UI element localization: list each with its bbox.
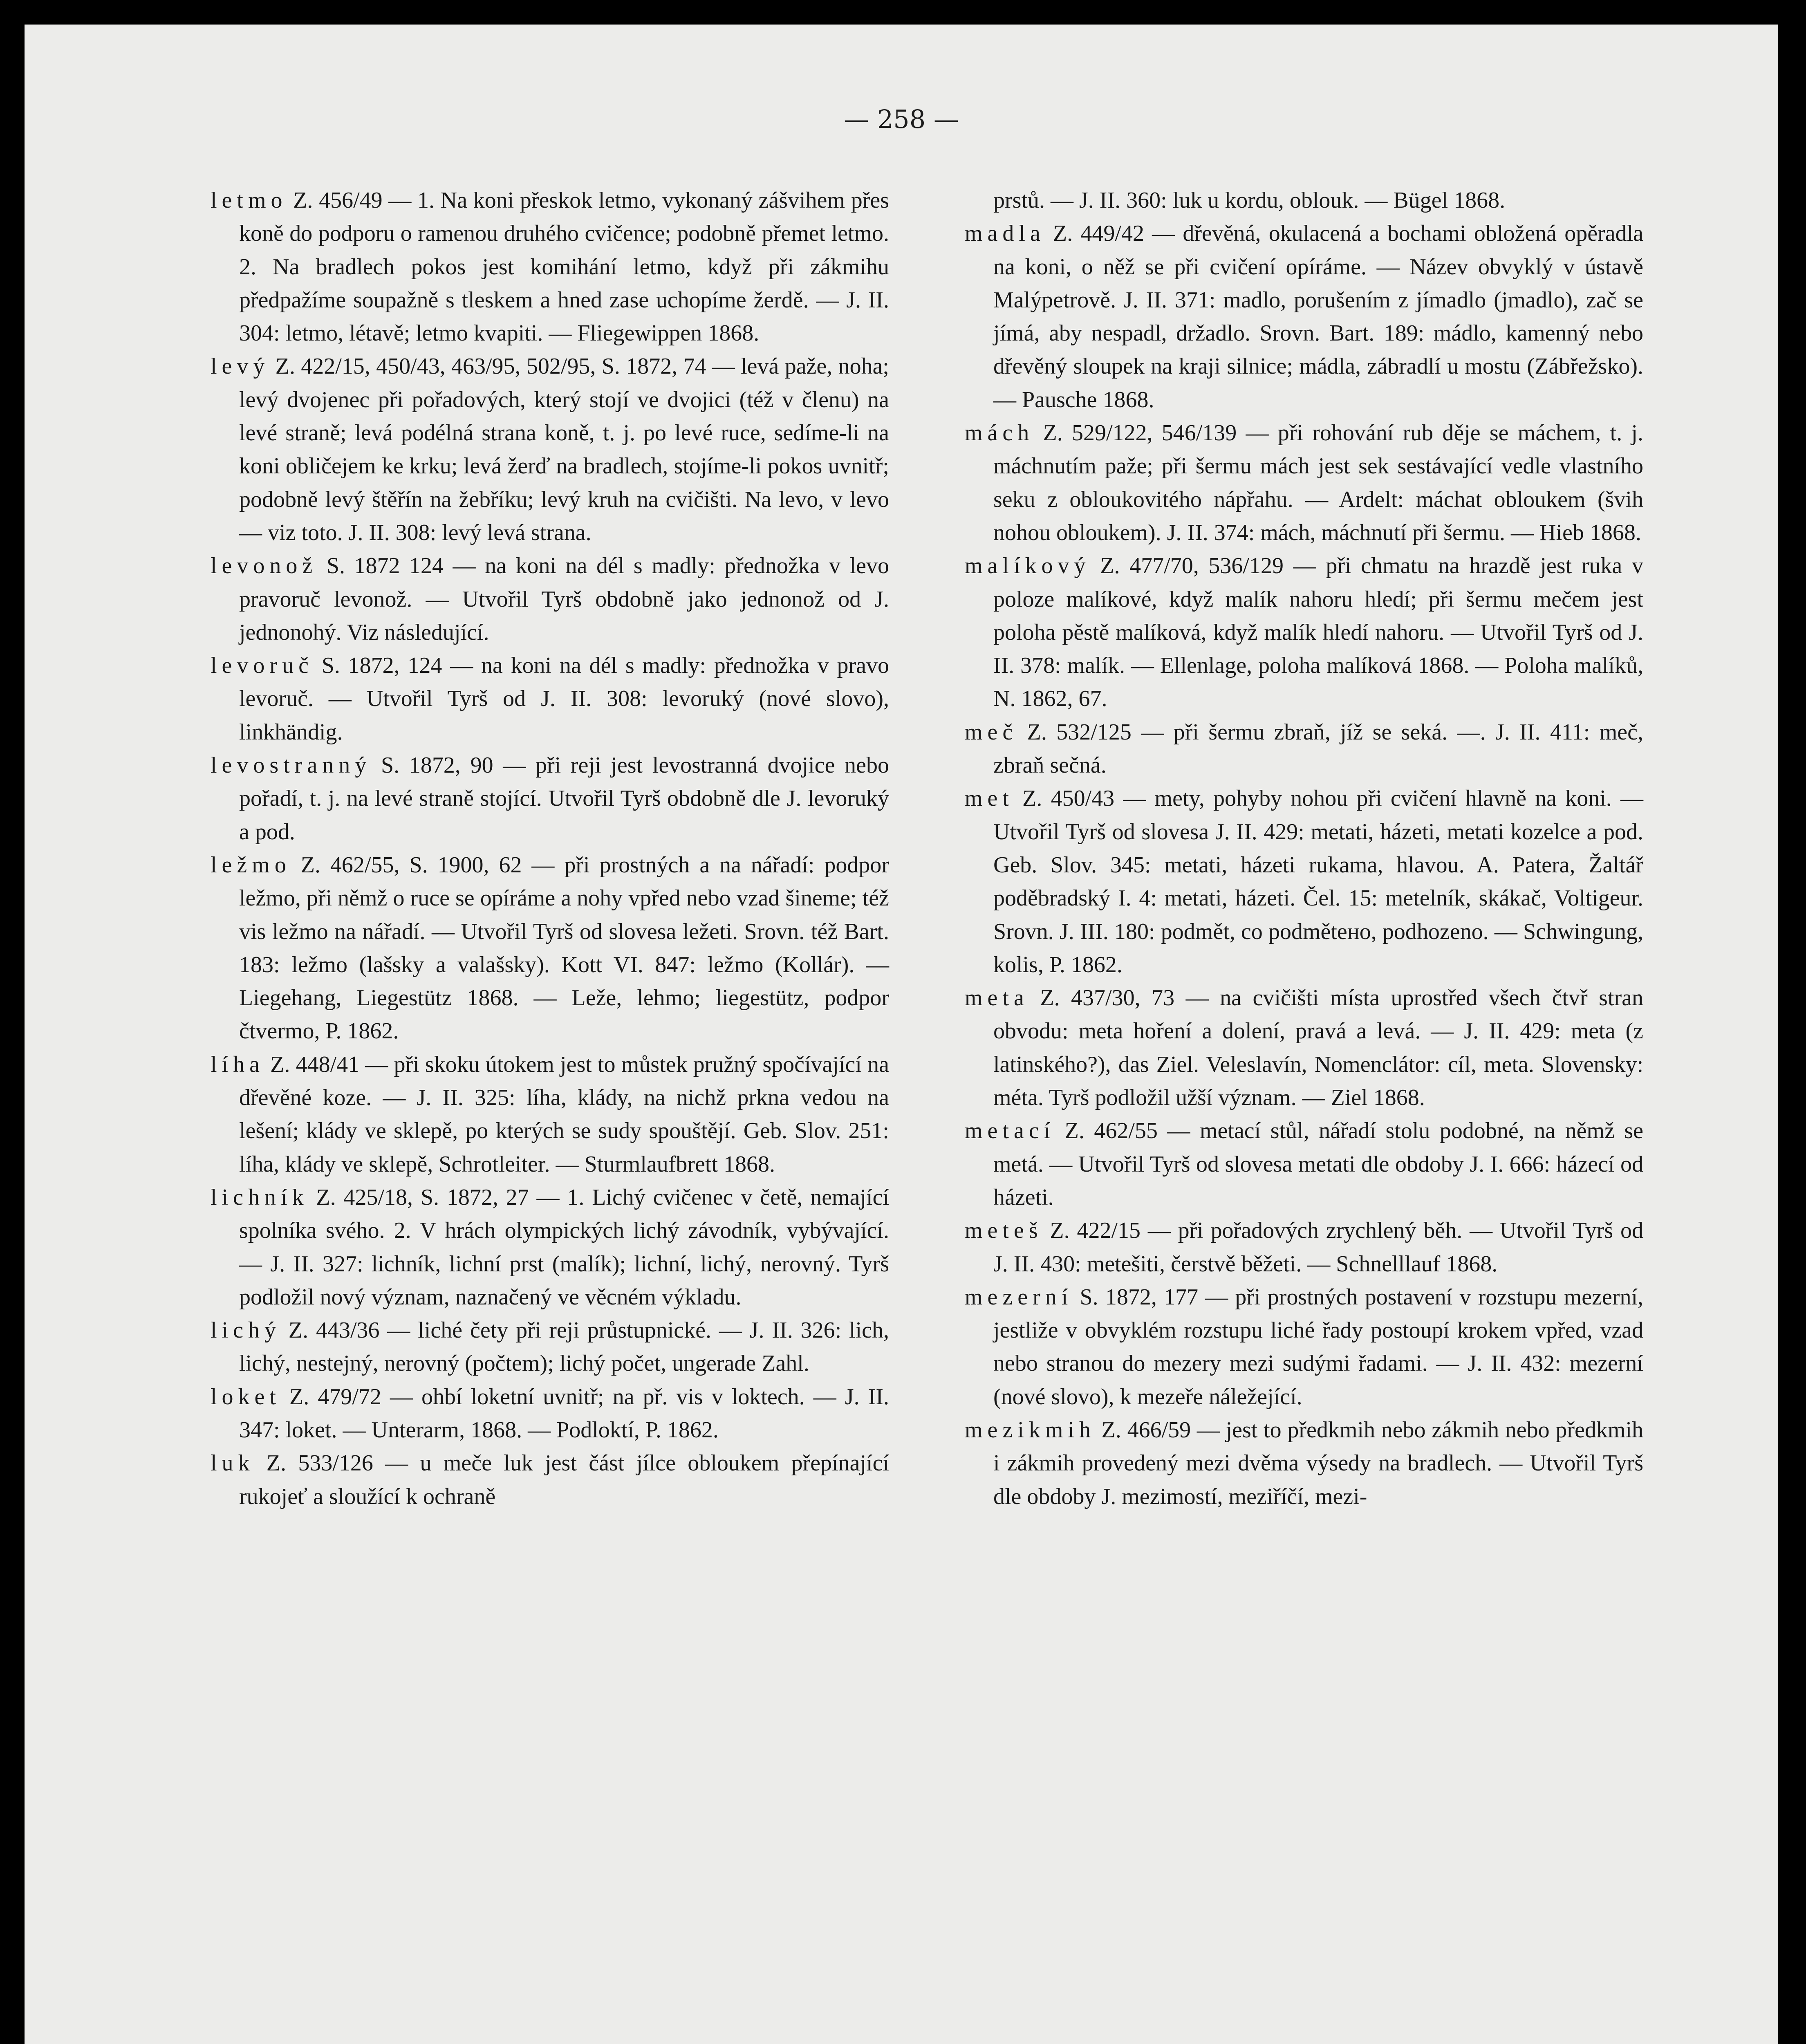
dictionary-entry: [965, 217, 1643, 417]
entry-headword: levý: [211, 354, 270, 379]
entry-text: Z. 443/36 — liché čety při reji průstupnické. — J. II. 326: lich, lichý, nestejný, nerovný (počtem); lichý počet, ungerade Zahl.: [239, 1318, 889, 1376]
dictionary-entry: [211, 649, 889, 749]
entry-headword: madla: [965, 221, 1045, 247]
entry-text: Z. 532/125 — při šermu zbraň, jíž se seká. —. J. II. 411: meč, zbraň sečná.: [993, 719, 1643, 778]
entry-text: Z. 437/30, 73 — na cvičišti místa uprostřed všech čtvř stran obvodu: meta hoření a dolení, pravá a levá. — J. II. 429: meta (z latinského?), das Ziel. Veleslavín, Nomenclátor: cíl, meta. Slovensky: méta. Tyrš podložil užší význam. — Ziel 1868.: [993, 985, 1643, 1111]
entry-text: Z. 462/55 — metací stůl, nářadí stolu podobné, na němž se metá. — Utvořil Tyrš od slovesa metati dle obdoby J. I. 666: házecí od házeti.: [993, 1118, 1643, 1210]
dictionary-entry: [965, 1281, 1643, 1414]
entry-text: S. 1872, 90 — při reji jest levostranná dvojice nebo pořadí, t. j. na levé straně stojící. Utvořil Tyrš obdobně dle J. levoruký a pod.: [239, 753, 889, 845]
dictionary-entry: [211, 350, 889, 549]
dictionary-entry: [211, 849, 889, 1048]
dictionary-entry: [211, 184, 889, 350]
dictionary-entry: [965, 417, 1643, 549]
dictionary-entry: [965, 716, 1643, 782]
entry-text: S. 1872, 124 — na koni na dél s madly: přednožka v pravo levoruč. — Utvořil Tyrš od J. II. 308: levoruký (nové slovo), linkhändig.: [239, 653, 889, 745]
document-page: [25, 25, 1778, 2044]
entry-headword: mezerní: [965, 1284, 1073, 1310]
entry-headword: metací: [965, 1118, 1055, 1144]
entry-headword: mách: [965, 420, 1034, 446]
dictionary-entry: [211, 1314, 889, 1381]
entry-text: S. 1872 124 — na koni na dél s madly: přednožka v levo pravoruč levonož. — Utvořil Tyrš obdobně jako jednonož od J. jednonohý. Viz následující.: [239, 553, 889, 645]
entry-text: Z. 477/70, 536/129 — při chmatu na hrazdě jest ruka v poloze malíkové, když malík nahoru hledí; při šermu mečem jest poloha pěstě malíková, když malík hledí nahoru. — Utvořil Tyrš od J. II. 378: malík. — Ellenlage, poloha malíková 1868. — Poloha malíků, N. 1862, 67.: [993, 553, 1643, 712]
entry-text: Z. 529/122, 546/139 — při rohování rub děje se máchem, t. j. máchnutím paže; při šermu mách jest sek sestávající vedle vlastního seku z obloukovitého nápřahu. — Ardelt: máchat obloukem (švih nohou obloukem). J. II. 374: mách, máchnutí při šermu. — Hieb 1868.: [993, 420, 1643, 545]
entry-headword: letmo: [211, 188, 287, 213]
entry-text: Z. 450/43 — mety, pohyby nohou při cvičení hlavně na koni. — Utvořil Tyrš od slovesa J. II. 429: metati, házeti, metati kozelce a pod. Geb. Slov. 345: metati, házeti rukama, hlavou. A. Patera, Žaltář poděbradský I. 4: metati, házeti. Čel. 15: metelník, skákač, Voltigeur. Srovn. J. III. 180: podmět, co podmětено, podhozeno. — Schwingung, kolis, P. 1862.: [993, 786, 1643, 977]
left-column: [211, 184, 889, 1513]
entry-text: Z. 422/15 — při pořadových zrychlený běh. — Utvořil Tyrš od J. II. 430: metešiti, čerstvě běžeti. — Schnelllauf 1868.: [993, 1218, 1643, 1277]
entry-headword: lichník: [211, 1184, 309, 1210]
entry-headword: mezikmih: [965, 1417, 1096, 1443]
entry-headword: meteš: [965, 1218, 1043, 1244]
entry-headword: levoruč: [211, 653, 314, 679]
dictionary-entry: [211, 1181, 889, 1314]
entry-headword: meč: [965, 719, 1018, 745]
dictionary-entry: [965, 982, 1643, 1114]
dictionary-entry: [211, 1048, 889, 1181]
entry-headword: malíkový: [965, 553, 1091, 579]
entry-headword: meta: [965, 985, 1029, 1011]
entry-text: Z. 449/42 — dřevěná, okulacená a bochami obložená opěradla na koni, o něž se při cvičení opíráme. — Název obvyklý v ústavě Malýpetrově. J. II. 371: madlo, porušením z jímadlo (jmadlo), zač se jímá, aby nespadl, držadlo. Srovn. Bart. 189: mádlo, kamenný nebo dřevěný sloupek na kraji silnice; mádla, zábradlí u mostu (Zábřežsko). — Pausche 1868.: [993, 221, 1643, 412]
dictionary-entry: [965, 549, 1643, 715]
entry-text: Z. 425/18, S. 1872, 27 — 1. Lichý cvičenec v četě, nemající spolníka svého. 2. V hrách olympických lichý závodník, vybývající. — J. II. 327: lichník, lichní prst (malík); lichní, lichý, nerovný. Tyrš podložil nový význam, naznačený ve věcném výkladu.: [239, 1184, 889, 1310]
dictionary-entry: [211, 1381, 889, 1447]
entry-text: S. 1872, 177 — při prostných postavení v rozstupu mezerní, jestliže v obvyklém rozstupu liché řady postoupí krokem vpřed, vzad nebo stranou do mezery mezi sudými řadami. — J. II. 432: mezerní (nové slovo), k mezeře náležející.: [993, 1284, 1643, 1410]
page-number: — 258 —: [844, 104, 959, 134]
entry-headword: líha: [211, 1051, 264, 1077]
dictionary-entry: [965, 1414, 1643, 1513]
entry-headword: luk: [211, 1450, 255, 1476]
dictionary-entry: [211, 749, 889, 849]
dictionary-entry: [211, 549, 889, 649]
right-column: [965, 184, 1643, 1513]
entry-headword: lichý: [211, 1318, 281, 1343]
entry-headword: levonož: [211, 553, 318, 579]
entry-text: Z. 422/15, 450/43, 463/95, 502/95, S. 1872, 74 — levá paže, noha; levý dvojenec při pořadových, který stojí ve dvojici (též v členu) na levé straně; levá podélná strana koně, t. j. po levé ruce, sedíme-li na koni obličejem ke krku; levá žerď na bradlech, stojíme-li pokos uvnitř; podobně levý štěřín na žebříku; levý kruh na cvičišti. Na levo, v levo — viz toto. J. II. 308: levý levá strana.: [239, 354, 889, 545]
dictionary-entry: [965, 1214, 1643, 1281]
entry-headword: levostranný: [211, 753, 372, 778]
entry-headword: loket: [211, 1384, 281, 1410]
entry-text: Z. 448/41 — při skoku útokem jest to můstek pružný spočívající na dřevěné koze. — J. II. 325: líha, klády, na nichž prkna vedou na lešení; klády ve sklepě, po kterých se sudy spouštějí. Geb. Slov. 251: líha, klády ve sklepě, Schrotleiter. — Sturmlaufbrett 1868.: [239, 1051, 889, 1177]
entry-text: Z. 456/49 — 1. Na koni přeskok letmo, vykonaný zášvihem přes koně do podporu o ramenou druhého cvičence; podobně přemet letmo. 2. Na bradlech pokos jest komihání letmo, když při zákmihu předpažíme soupažně s tleskem a hned zase uchopíme žerdě. — J. II. 304: letmo, létavě; letmo kvapiti. — Fliegewippen 1868.: [239, 188, 889, 346]
entry-headword: met: [965, 786, 1014, 811]
entry-text: Z. 462/55, S. 1900, 62 — při prostných a na nářadí: podpor ležmo, při němž o ruce se opíráme a nohy vpřed nebo vzad šineme; též vis ležmo na nářadí. — Utvořil Tyrš od slovesa ležeti. Srovn. též Bart. 183: ležmo (lašsky a valašsky). Kott VI. 847: ležmo (Kollár). — Liegehang, Liegestütz 1868. — Leže, lehmo; liegestütz, podpor čtvermo, P. 1862.: [239, 852, 889, 1044]
dictionary-entry: [965, 1114, 1643, 1214]
entry-text: prstů. — J. II. 360: luk u kordu, oblouk. — Bügel 1868.: [993, 188, 1506, 213]
entry-headword: ležmo: [211, 852, 291, 878]
entry-text: Z. 479/72 — ohbí loketní uvnitř; na př. vis v loktech. — J. II. 347: loket. — Unterarm, 1868. — Podloktí, P. 1862.: [239, 1384, 889, 1443]
entry-text: Z. 466/59 — jest to předkmih nebo zákmih nebo předkmih i zákmih provedený mezi dvěma výsedy na bradlech. — Utvořil Tyrš dle obdoby J. mezimostí, meziříčí, mezi-: [993, 1417, 1643, 1509]
dictionary-entry: [965, 782, 1643, 982]
dictionary-entry: [965, 184, 1643, 217]
entry-text: Z. 533/126 — u meče luk jest část jílce obloukem přepínající rukojeť a sloužící k ochraně: [239, 1450, 889, 1509]
dictionary-entry: [211, 1447, 889, 1513]
